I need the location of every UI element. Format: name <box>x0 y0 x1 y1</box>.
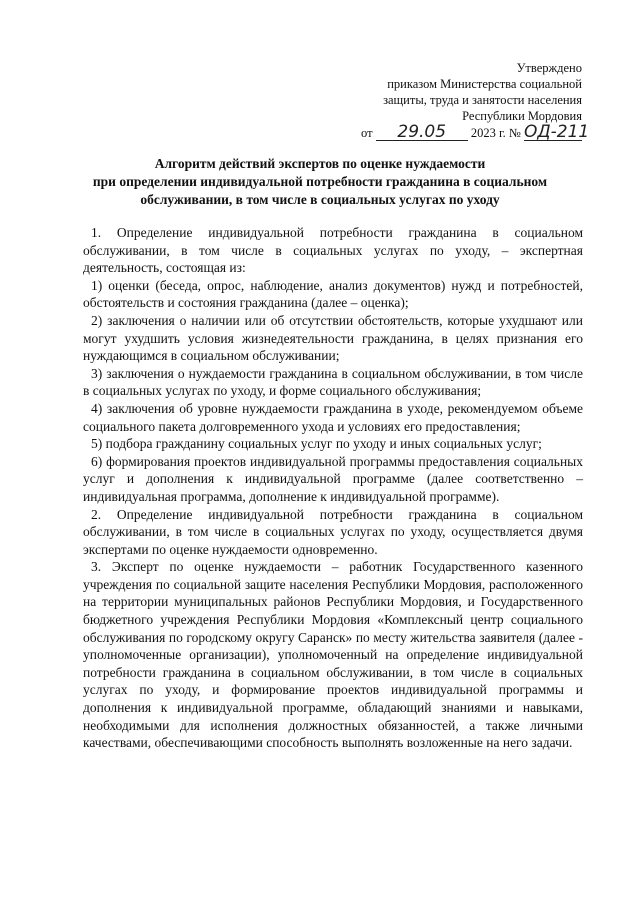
document-body <box>83 224 583 752</box>
approval-order-line-2: защиты, труда и занятости населения <box>383 93 582 107</box>
approval-label: Утверждено <box>516 61 582 75</box>
document-title: Алгоритм действий экспертов по оценке нуждаемости при определении индивидуальной потребности гражданина в социальном обслуживании, в том числе в социальных услугах по уходу <box>92 156 548 207</box>
list-item-4: 4) заключения об уровне нуждаемости гражданина в уходе, рекомендуемом объеме социального пакета долговременного ухода и условиях его предоставления; <box>83 400 583 434</box>
approval-block <box>361 60 590 142</box>
paragraph-1: 1. Определение индивидуальной потребности гражданина в социальном обслуживании, в том числе в социальных услугах по уходу, – экспертная деятельность, состоящая из: <box>83 225 583 276</box>
list-item-3: 3) заключения о нуждаемости гражданина в социальном обслуживании, в том числе в социальных услугах по уходу, и форме социального обслуживания; <box>83 365 583 399</box>
list-item-1: 1) оценки (беседа, опрос, наблюдение, анализ документов) нужд и потребностей, обстоятельств и состояния гражданина (далее – оценка); <box>83 277 583 311</box>
paragraph-2: 2. Определение индивидуальной потребности гражданина в социальном обслуживании, в том числе в социальных услугах по уходу, осуществляется двумя экспертами по оценке нуждаемости одновременно. <box>83 506 583 557</box>
handwritten-date: 29.05 <box>376 124 468 141</box>
approval-date-line: от 29.05 2023 г. № ОД-211 <box>361 122 590 142</box>
handwritten-number: ОД-211 <box>524 122 590 142</box>
list-item-2: 2) заключения о наличии или об отсутствии обстоятельств, которые ухудшают или могут ухудшить условия жизнедеятельности гражданина, в целях признания его нуждающимся в социальном обслуживании; <box>83 312 583 364</box>
paragraph-3: 3. Эксперт по оценке нуждаемости – работник Государственного казенного учреждения по социальной защите населения Республики Мордовия, расположенного на территории муниципальных районов Республики Мордовия, и Государственного бюджетного учреждения Республики Мордовия «Комплексный центр социального обслуживания по городскому округу Саранск» по месту жительства заявителя (далее - уполномоченные организации), уполномоченный на определение индивидуальной потребности гражданина в социальном обслуживании, в том числе в социальных услугах по уходу, и формирование проектов индивидуальной программы и дополнения к индивидуальной программе, обладающий знаниями и навыками, необходимыми для исполнения должностных обязанностей, а также личными качествами, обеспечивающими способность выполнять возложенные на него задачи. <box>83 559 583 751</box>
approval-order-line-3: Республики Мордовия <box>462 109 582 123</box>
list-item-5: 5) подбора гражданину социальных услуг по уходу и иных социальных услуг; <box>91 436 542 452</box>
approval-order-line-1: приказом Министерства социальной <box>387 77 582 91</box>
list-item-6: 6) формирования проектов индивидуальной программы предоставления социальных услуг и дополнения к индивидуальной программе (далее соответственно – индивидуальная программа, дополнение к индивидуальной программе). <box>83 453 583 504</box>
